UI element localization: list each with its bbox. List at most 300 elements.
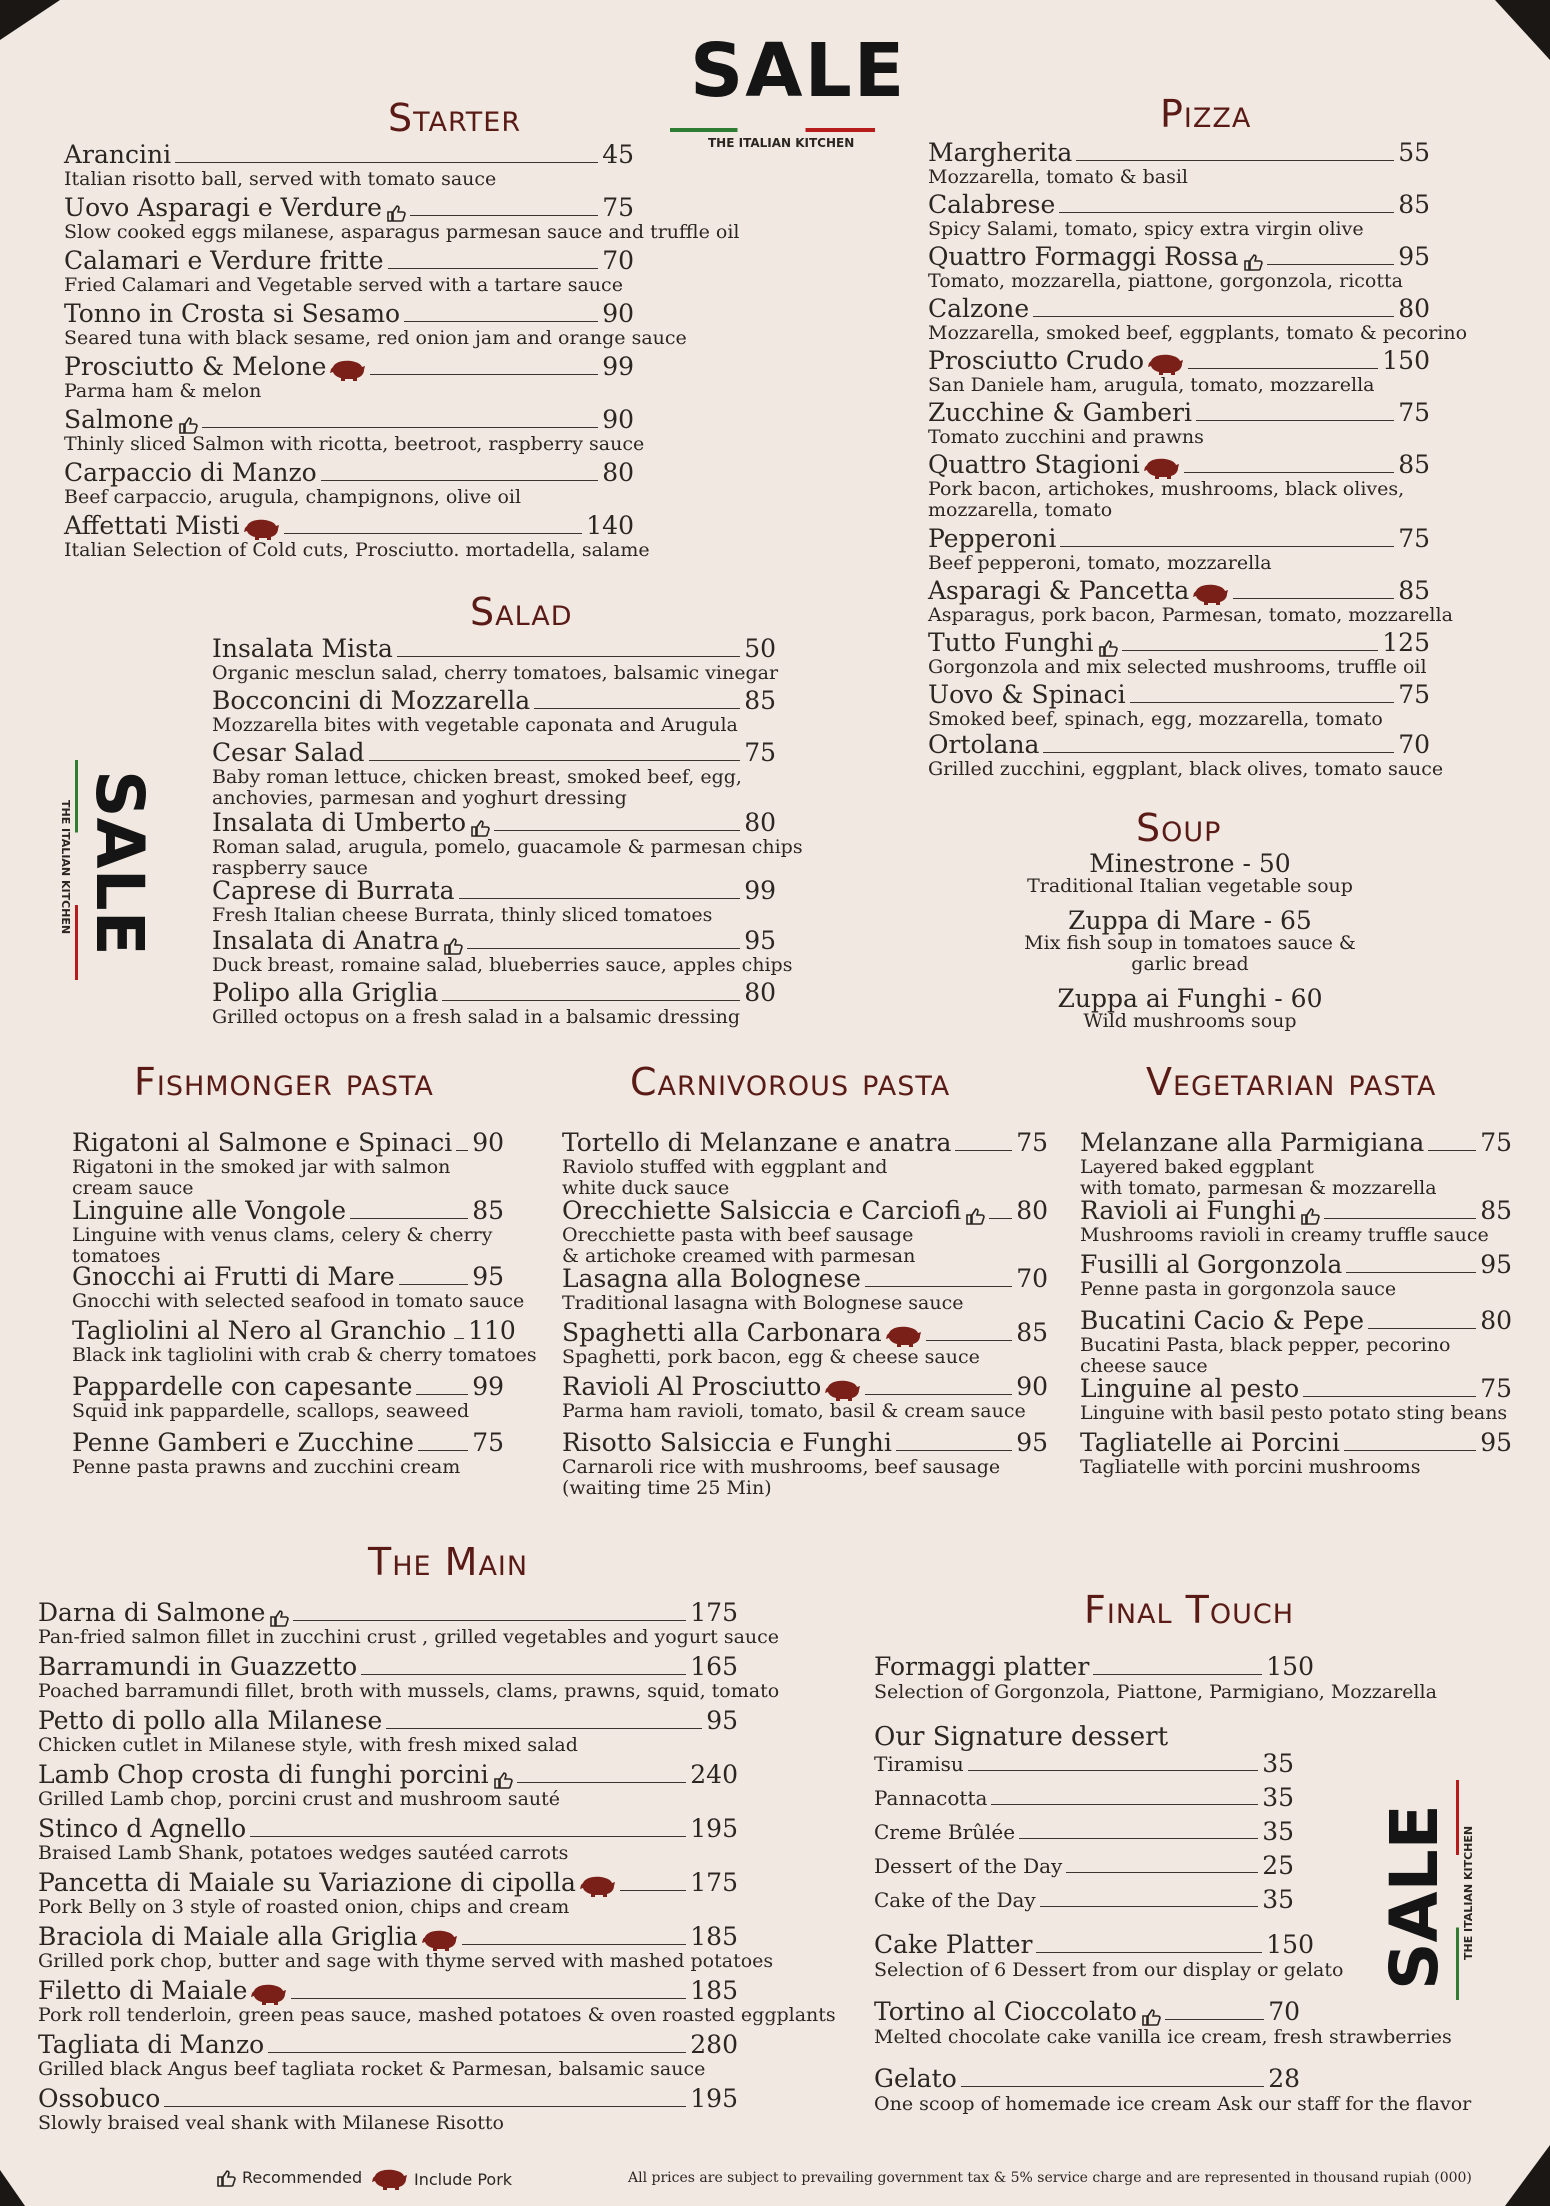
- dessert-price: 35: [1262, 1749, 1294, 1778]
- leader-line: [410, 215, 598, 216]
- item-price: 95: [472, 1262, 504, 1291]
- item-desc-line2: raspberry sauce: [212, 857, 368, 879]
- item-name: Ortolana: [928, 730, 1040, 759]
- menu-item: [562, 1372, 1048, 1401]
- item-desc: Smoked beef, spinach, egg, mozzarella, tomato: [928, 708, 1383, 730]
- item-price: 85: [1480, 1196, 1512, 1225]
- item-desc: Beef pepperoni, tomato, mozzarella: [928, 552, 1272, 574]
- item-name: Darna di Salmone: [38, 1598, 266, 1627]
- menu-item: [212, 978, 776, 1007]
- pig-icon: [1148, 353, 1184, 375]
- leader-line: [1303, 1396, 1476, 1397]
- item-name: Calzone: [928, 294, 1030, 323]
- item-name: Carpaccio di Manzo: [64, 458, 317, 487]
- item-name: Pepperoni: [928, 524, 1057, 553]
- item-desc: Pork Belly on 3 style of roasted onion, chips and cream: [38, 1896, 570, 1918]
- item-name: Risotto Salsiccia e Funghi: [562, 1428, 892, 1457]
- menu-item: [1080, 1428, 1512, 1457]
- item-price: 165: [690, 1652, 738, 1681]
- dessert-price: 35: [1262, 1817, 1294, 1846]
- item-name: Pancetta di Maiale su Variazione di cipolla: [38, 1868, 576, 1897]
- item-name: Orecchiette Salsiccia e Carciofi: [562, 1196, 962, 1225]
- item-desc: Traditional lasagna with Bolognese sauce: [562, 1292, 964, 1314]
- item-desc: Tomato zucchini and prawns: [928, 426, 1204, 448]
- menu-item: [928, 628, 1430, 657]
- item-desc: Mozzarella bites with vegetable caponata and Arugula: [212, 714, 738, 736]
- dessert-name: Creme Brûlée: [874, 1820, 1016, 1844]
- menu-item: [212, 634, 776, 663]
- item-name: Formaggi platter: [874, 1652, 1090, 1681]
- item-name: Fusilli al Gorgonzola: [1080, 1250, 1343, 1279]
- pig-icon: [886, 1325, 922, 1347]
- item-name: Cesar Salad: [212, 738, 365, 767]
- item-name: Calamari e Verdure fritte: [64, 246, 384, 275]
- thumbs-up-icon: [386, 204, 406, 222]
- item-price: 75: [744, 738, 776, 767]
- item-name: Zucchine & Gamberi: [928, 398, 1192, 427]
- dessert-row: [874, 1817, 1294, 1846]
- leader-line: [442, 1000, 740, 1001]
- leader-line: [991, 1804, 1258, 1805]
- leader-line: [865, 1286, 1012, 1287]
- menu-item: [1080, 1128, 1512, 1157]
- item-name: Penne Gamberi e Zucchine: [72, 1428, 414, 1457]
- item-name: Tutto Funghi: [928, 628, 1094, 657]
- item-price: 75: [1480, 1374, 1512, 1403]
- item-desc-line2: with tomato, parmesan & mozzarella: [1080, 1177, 1437, 1199]
- item-desc: Pan-fried salmon fillet in zucchini crust , grilled vegetables and yogurt sauce: [38, 1626, 780, 1648]
- item-desc: Baby roman lettuce, chicken breast, smoked beef, egg,: [212, 766, 742, 788]
- item-price: 99: [744, 876, 776, 905]
- item-name: Insalata Mista: [212, 634, 393, 663]
- menu-item: [928, 680, 1430, 709]
- leader-line: [369, 760, 741, 761]
- item-price: 50: [744, 634, 776, 663]
- menu-item: [64, 299, 634, 328]
- item-name: Insalata di Umberto: [212, 808, 467, 837]
- leader-line: [454, 1338, 464, 1339]
- heading-starter: Starter: [388, 96, 522, 140]
- item-desc: Slow cooked eggs milanese, asparagus parmesan sauce and truffle oil: [64, 221, 740, 243]
- menu-item: [1080, 1374, 1512, 1403]
- item-desc-line2: & artichoke creamed with parmesan: [562, 1245, 916, 1267]
- item-desc: Poached barramundi fillet, broth with mussels, clams, prawns, squid, tomato: [38, 1680, 780, 1702]
- menu-item: [38, 1814, 738, 1843]
- item-price: 70: [1268, 1997, 1300, 2026]
- menu-item: [64, 246, 634, 275]
- item-desc: Pork roll tenderloin, green peas sauce, mashed potatoes & oven roasted eggplants: [38, 2004, 836, 2026]
- item-price: 85: [1398, 190, 1430, 219]
- item-desc: Asparagus, pork bacon, Parmesan, tomato, mozzarella: [928, 604, 1453, 626]
- item-name: Asparagi & Pancetta: [928, 576, 1190, 605]
- item-desc: Tomato, mozzarella, piattone, gorgonzola, ricotta: [928, 270, 1403, 292]
- item-name: Uovo Asparagi e Verdure: [64, 193, 382, 222]
- item-price: 80: [744, 978, 776, 1007]
- item-price: 85: [1016, 1318, 1048, 1347]
- item-name: Tagliatelle ai Porcini: [1080, 1428, 1340, 1457]
- soup-name: Minestrone - 50: [1089, 849, 1291, 878]
- item-price: 75: [1398, 398, 1430, 427]
- item-price: 95: [706, 1706, 738, 1735]
- leader-line: [968, 1770, 1258, 1771]
- item-name: Stinco d Agnello: [38, 1814, 247, 1843]
- menu-item: [212, 876, 776, 905]
- leader-line: [1428, 1150, 1476, 1151]
- item-price: 95: [1398, 242, 1430, 271]
- price-footnote: All prices are subject to prevailing government tax & 5% service charge and are represented in thousand rupiah (000): [628, 2170, 1472, 2186]
- item-name: Cake Platter: [874, 1930, 1033, 1959]
- item-desc-line2: anchovies, parmesan and yoghurt dressing: [212, 787, 627, 809]
- item-desc: Raviolo stuffed with eggplant and: [562, 1156, 888, 1178]
- item-price: 185: [690, 1976, 738, 2005]
- menu-item: [64, 352, 634, 381]
- leader-line: [534, 708, 740, 709]
- legend-recommended: [212, 2168, 362, 2187]
- soup-item: [1000, 985, 1380, 1032]
- item-desc: Duck breast, romaine salad, blueberries sauce, apples chips: [212, 954, 793, 976]
- menu-item: [38, 1652, 738, 1681]
- item-desc: Beef carpaccio, arugula, champignons, olive oil: [64, 486, 522, 508]
- leader-line: [494, 830, 740, 831]
- item-desc: Italian risotto ball, served with tomato sauce: [64, 168, 497, 190]
- leader-line: [456, 1150, 468, 1151]
- item-desc-line2: mozzarella, tomato: [928, 499, 1113, 521]
- leader-line: [467, 948, 740, 949]
- item-price: 75: [1398, 680, 1430, 709]
- item-price: 85: [472, 1196, 504, 1225]
- item-price: 150: [1266, 1930, 1314, 1959]
- logo-wordmark: SALE: [690, 28, 907, 114]
- heading-pizza: Pizza: [1160, 92, 1252, 136]
- leader-line: [1076, 160, 1394, 161]
- item-name: Caprese di Burrata: [212, 876, 455, 905]
- item-desc-line2: white duck sauce: [562, 1177, 730, 1199]
- item-desc: Italian Selection of Cold cuts, Prosciutto. mortadella, salame: [64, 539, 650, 561]
- menu-item: [928, 450, 1430, 479]
- item-price: 175: [690, 1868, 738, 1897]
- item-name: Tortello di Melanzane e anatra: [562, 1128, 952, 1157]
- menu-item: [928, 524, 1430, 553]
- item-price: 90: [1016, 1372, 1048, 1401]
- logo-right-tagline: THE ITALIAN KITCHEN: [1462, 1825, 1475, 1960]
- leader-line: [1346, 1272, 1476, 1273]
- item-desc: Tagliatelle with porcini mushrooms: [1080, 1456, 1421, 1478]
- item-desc-line2: tomatoes: [72, 1245, 161, 1267]
- menu-item: [1080, 1196, 1512, 1225]
- item-price: 95: [744, 926, 776, 955]
- logo-tagline: THE ITALIAN KITCHEN: [708, 136, 855, 150]
- item-price: 185: [690, 1922, 738, 1951]
- pig-icon: [251, 1983, 287, 2005]
- item-desc: Parma ham & melon: [64, 380, 262, 402]
- item-name: Gelato: [874, 2064, 957, 2093]
- leader-line: [1267, 264, 1395, 265]
- leader-line: [1033, 316, 1394, 317]
- leader-line: [1066, 1872, 1258, 1873]
- menu-item: [64, 140, 634, 169]
- item-desc: Melted chocolate cake vanilla ice cream, fresh strawberries: [874, 2026, 1452, 2048]
- item-desc: Fresh Italian cheese Burrata, thinly sliced tomatoes: [212, 904, 713, 926]
- item-desc: Pork bacon, artichokes, mushrooms, black olives,: [928, 478, 1405, 500]
- dessert-row: [874, 1783, 1294, 1812]
- item-name: Tagliolini al Nero al Granchio: [72, 1316, 447, 1345]
- item-name: Calabrese: [928, 190, 1056, 219]
- leader-line: [1019, 1838, 1258, 1839]
- menu-item: [928, 294, 1430, 323]
- pig-icon: [1193, 583, 1229, 605]
- item-price: 80: [744, 808, 776, 837]
- logo-left-wordmark: SALE: [81, 770, 158, 956]
- menu-item: [72, 1372, 504, 1401]
- heading-salad: Salad: [470, 590, 573, 634]
- menu-item: [928, 398, 1430, 427]
- thumbs-up-icon: [493, 1771, 513, 1789]
- menu-item: [1080, 1306, 1512, 1335]
- soup-list: [1000, 850, 1380, 1032]
- item-price: 85: [1398, 450, 1430, 479]
- item-price: 95: [1016, 1428, 1048, 1457]
- leader-line: [926, 1340, 1013, 1341]
- item-name: Quattro Stagioni: [928, 450, 1140, 479]
- item-desc: Carnaroli rice with mushrooms, beef sausage: [562, 1456, 1001, 1478]
- item-desc: Black ink tagliolini with crab & cherry tomatoes: [72, 1344, 537, 1366]
- logo-left: [59, 760, 172, 1000]
- pig-icon: [825, 1379, 861, 1401]
- logo-right: [1362, 1760, 1475, 2000]
- thumbs-up-icon: [1141, 2008, 1161, 2026]
- item-price: 140: [586, 511, 634, 540]
- item-price: 75: [1016, 1128, 1048, 1157]
- item-price: 80: [1016, 1196, 1048, 1225]
- logo-right-wordmark: SALE: [1376, 1804, 1453, 1990]
- leader-line: [961, 2086, 1264, 2087]
- item-desc: Grilled octopus on a fresh salad in a balsamic dressing: [212, 1006, 741, 1028]
- item-name: Linguine al pesto: [1080, 1374, 1300, 1403]
- logo-left-stripe: [75, 760, 78, 980]
- item-desc: Grilled pork chop, butter and sage with thyme served with mashed potatoes: [38, 1950, 774, 1972]
- item-price: 45: [602, 140, 634, 169]
- item-price: 195: [690, 1814, 738, 1843]
- item-name: Tonno in Crosta si Sesamo: [64, 299, 401, 328]
- dessert-name: Cake of the Day: [874, 1888, 1036, 1912]
- item-name: Ossobuco: [38, 2084, 161, 2113]
- pig-icon: [244, 518, 280, 540]
- item-desc: Spaghetti, pork bacon, egg & cheese sauce: [562, 1346, 980, 1368]
- soup-item: [1000, 907, 1380, 975]
- item-price: 70: [1398, 730, 1430, 759]
- item-desc: Penne pasta prawns and zucchini cream: [72, 1456, 461, 1478]
- pig-icon: [372, 2168, 408, 2190]
- thumbs-up-icon: [1243, 253, 1263, 271]
- item-name: Quattro Formaggi Rossa: [928, 242, 1239, 271]
- leader-line: [1130, 702, 1395, 703]
- leader-line: [1059, 212, 1394, 213]
- heading-soup: Soup: [1136, 806, 1222, 850]
- menu-item: [874, 1652, 1314, 1681]
- leader-line: [268, 2052, 686, 2053]
- dessert-price: 25: [1262, 1851, 1294, 1880]
- signature-dessert-title: Our Signature dessert: [874, 1722, 1169, 1752]
- item-desc-line2: cheese sauce: [1080, 1355, 1208, 1377]
- item-price: 75: [1480, 1128, 1512, 1157]
- pig-icon: [330, 359, 366, 381]
- item-price: 90: [602, 299, 634, 328]
- leader-line: [386, 1728, 702, 1729]
- menu-item: [38, 1922, 738, 1951]
- leader-line: [1040, 1906, 1258, 1907]
- pig-icon: [422, 1929, 458, 1951]
- item-price: 90: [472, 1128, 504, 1157]
- soup-desc: Wild mushrooms soup: [1083, 1010, 1297, 1032]
- dessert-name: Dessert of the Day: [874, 1854, 1063, 1878]
- item-price: 175: [690, 1598, 738, 1627]
- item-name: Ravioli Al Prosciutto: [562, 1372, 822, 1401]
- leader-line: [416, 1394, 468, 1395]
- leader-line: [896, 1450, 1012, 1451]
- menu-item: [562, 1318, 1048, 1347]
- item-desc: Selection of 6 Dessert from our display or gelato: [874, 1959, 1344, 1981]
- item-desc: Orecchiette pasta with beef sausage: [562, 1224, 914, 1246]
- thumbs-up-icon: [178, 416, 198, 434]
- item-desc: Grilled Lamb chop, porcini crust and mushroom sauté: [38, 1788, 561, 1810]
- leader-line: [399, 1284, 469, 1285]
- leader-line: [350, 1218, 468, 1219]
- leader-line: [291, 1998, 686, 1999]
- item-name: Ravioli ai Funghi: [1080, 1196, 1296, 1225]
- item-price: 240: [690, 1760, 738, 1789]
- thumbs-up-icon: [965, 1207, 985, 1225]
- menu-item: [38, 1868, 738, 1897]
- heading-fish-pasta: Fishmonger pasta: [134, 1060, 434, 1104]
- menu-item: [928, 346, 1430, 375]
- item-desc: Spicy Salami, tomato, spicy extra virgin olive: [928, 218, 1364, 240]
- menu-item: [212, 738, 776, 767]
- soup-item: [1000, 850, 1380, 897]
- leader-line: [517, 1782, 687, 1783]
- item-desc: Seared tuna with black sesame, red onion jam and orange sauce: [64, 327, 687, 349]
- thumbs-up-icon: [470, 819, 490, 837]
- item-desc: Bucatini Pasta, black pepper, pecorino: [1080, 1334, 1451, 1356]
- menu-item: [928, 576, 1430, 605]
- item-desc: San Daniele ham, arugula, tomato, mozzarella: [928, 374, 1375, 396]
- menu-item: [874, 2064, 1300, 2093]
- leader-line: [1122, 650, 1379, 651]
- dessert-row: [874, 1885, 1294, 1914]
- legend-pork-label: Include Pork: [414, 2169, 513, 2189]
- soup-desc: Traditional Italian vegetable soup: [1027, 875, 1353, 897]
- leader-line: [955, 1150, 1012, 1151]
- menu-item: [562, 1196, 1048, 1225]
- dessert-row: [874, 1851, 1294, 1880]
- dessert-price: 35: [1262, 1783, 1294, 1812]
- item-price: 125: [1382, 628, 1430, 657]
- leader-line: [462, 1944, 687, 1945]
- menu-item: [928, 730, 1430, 759]
- leader-line: [284, 533, 583, 534]
- pig-icon: [1144, 457, 1180, 479]
- item-desc: Grilled black Angus beef tagliata rocket & Parmesan, balsamic sauce: [38, 2058, 706, 2080]
- leader-line: [293, 1620, 686, 1621]
- dessert-name: Pannacotta: [874, 1786, 988, 1810]
- thumbs-up-icon: [269, 1609, 289, 1627]
- item-price: 90: [602, 405, 634, 434]
- item-name: Affettati Misti: [64, 511, 240, 540]
- menu-item: [38, 1976, 738, 2005]
- menu-item: [928, 190, 1430, 219]
- item-desc: One scoop of homemade ice cream Ask our staff for the flavor: [874, 2093, 1472, 2115]
- leader-line: [459, 898, 741, 899]
- leader-line: [164, 2106, 686, 2107]
- leader-line: [250, 1836, 686, 1837]
- item-desc-line2: (waiting time 25 Min): [562, 1477, 772, 1499]
- item-name: Linguine alle Vongole: [72, 1196, 347, 1225]
- item-price: 75: [602, 193, 634, 222]
- item-desc: Layered baked eggplant: [1080, 1156, 1314, 1178]
- menu-item: [72, 1128, 504, 1157]
- leader-line: [397, 656, 740, 657]
- dessert-price: 35: [1262, 1885, 1294, 1914]
- item-name: Uovo & Spinaci: [928, 680, 1126, 709]
- leader-line: [1324, 1218, 1476, 1219]
- item-desc: Thinly sliced Salmon with ricotta, beetroot, raspberry sauce: [64, 433, 645, 455]
- menu-item: [64, 405, 634, 434]
- heading-vegetarian-pasta: Vegetarian pasta: [1146, 1060, 1437, 1104]
- heading-main: The Main: [368, 1540, 529, 1584]
- item-desc: Squid ink pappardelle, scallops, seaweed: [72, 1400, 470, 1422]
- menu-item: [562, 1428, 1048, 1457]
- menu-item: [72, 1196, 504, 1225]
- thumbs-up-icon: [1300, 1207, 1320, 1225]
- item-price: 55: [1398, 138, 1430, 167]
- leader-line: [865, 1394, 1012, 1395]
- item-name: Lasagna alla Bolognese: [562, 1264, 861, 1293]
- item-desc: Fried Calamari and Vegetable served with a tartare sauce: [64, 274, 623, 296]
- item-name: Pappardelle con capesante: [72, 1372, 413, 1401]
- menu-item: [38, 2030, 738, 2059]
- item-name: Prosciutto & Melone: [64, 352, 327, 381]
- item-price: 75: [472, 1428, 504, 1457]
- item-desc: Linguine with venus clams, celery & cherry: [72, 1224, 493, 1246]
- menu-item: [38, 1760, 738, 1789]
- item-desc: Gnocchi with selected seafood in tomato sauce: [72, 1290, 525, 1312]
- item-price: 85: [744, 686, 776, 715]
- logo-top: [670, 28, 907, 158]
- menu-item: [64, 511, 634, 540]
- leader-line: [361, 1674, 686, 1675]
- leader-line: [1196, 420, 1394, 421]
- heading-final-touch: Final Touch: [1084, 1588, 1294, 1632]
- item-desc: Slowly braised veal shank with Milanese Risotto: [38, 2112, 505, 2134]
- item-name: Gnocchi ai Frutti di Mare: [72, 1262, 395, 1291]
- item-desc: Rigatoni in the smoked jar with salmon: [72, 1156, 451, 1178]
- leader-line: [1368, 1328, 1476, 1329]
- item-price: 150: [1382, 346, 1430, 375]
- item-name: Prosciutto Crudo: [928, 346, 1145, 375]
- logo-left-tagline: THE ITALIAN KITCHEN: [59, 800, 72, 935]
- menu-item: [64, 193, 634, 222]
- leader-line: [1165, 2019, 1264, 2020]
- item-name: Filetto di Maiale: [38, 1976, 248, 2005]
- item-price: 80: [1480, 1306, 1512, 1335]
- item-price: 110: [468, 1316, 516, 1345]
- item-name: Bucatini Cacio & Pepe: [1080, 1306, 1364, 1335]
- menu-item: [874, 1930, 1314, 1959]
- item-price: 80: [1398, 294, 1430, 323]
- item-price: 70: [602, 246, 634, 275]
- leader-line: [1344, 1450, 1476, 1451]
- leader-line: [1036, 1952, 1262, 1953]
- soup-name: Zuppa di Mare - 65: [1068, 906, 1312, 935]
